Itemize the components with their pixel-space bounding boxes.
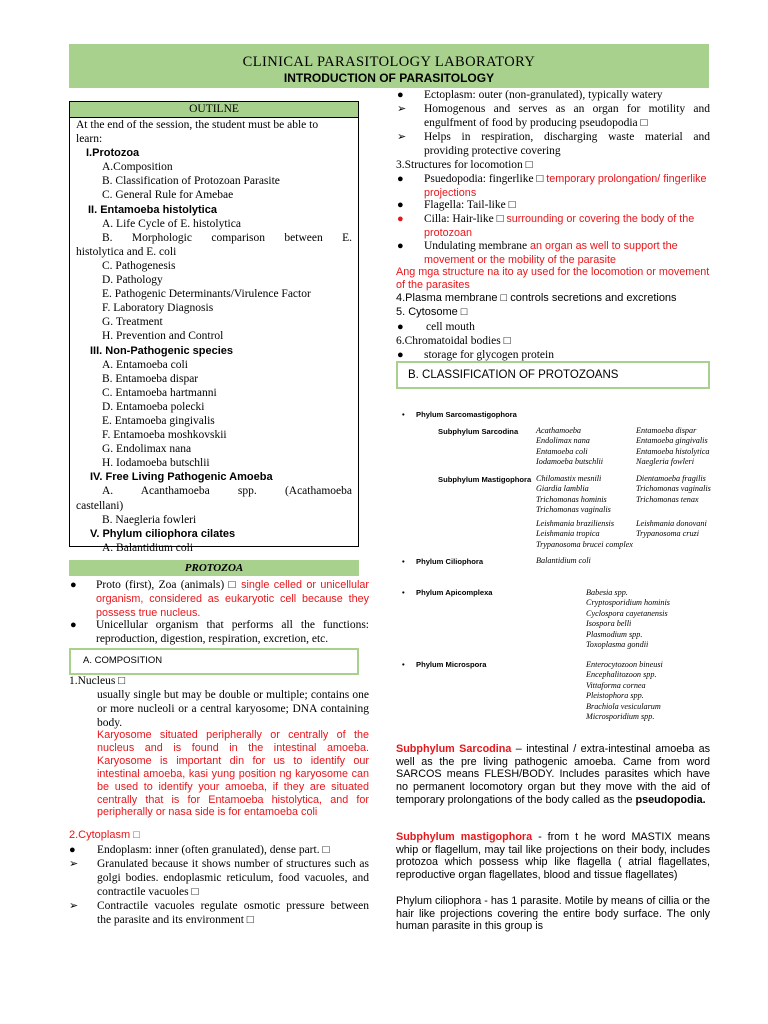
- species-name: Entamoeba coli: [536, 446, 588, 456]
- outline-item: B. Morphologic comparison between E.: [102, 231, 352, 244]
- flagella-item: ● Flagella: Tail-like □: [397, 199, 516, 211]
- cell-mouth-item: ● cell mouth: [397, 321, 475, 333]
- arrow-bullet-icon: ➢: [69, 858, 79, 870]
- species-name: Leishmania braziliensis: [536, 519, 615, 528]
- apicomplexa-list: [586, 588, 670, 650]
- bullet-icon: ●: [397, 89, 404, 101]
- outline-item: H. Prevention and Control: [102, 330, 224, 343]
- species-name: Endolimax nana: [536, 436, 590, 446]
- outline-item: E. Entamoeba gingivalis: [102, 414, 215, 427]
- locomotion-heading: 3.Structures for locomotion □: [396, 159, 533, 171]
- outline-item: A. Entamoeba coli: [102, 358, 188, 371]
- species-name: Vittaforma cornea: [586, 680, 646, 690]
- karyosome-note: Karyosome situated peripherally or centrally of the nucleus and is found in the intestinal amoeba. Karyosome is important din for us to identify our intestinal amoeba, kasi yung position ng karyosome can be used to identify your amoeba, if they are situated centrally that is for Entamoeba histolytica, and for peripherally or nasa side is for entamoeba coli: [97, 729, 369, 819]
- contractile-item: ➢ Contractile vacuoles regulate osmotic pressure between the parasite and its environment □: [69, 900, 369, 926]
- leishmania-col2: [636, 519, 707, 540]
- outline-item: F. Entamoeba moshkovskii: [102, 429, 227, 442]
- bullet-icon: ●: [397, 321, 404, 333]
- species-name: Balantidium coli: [536, 556, 591, 565]
- ciliophora-paragraph: Phylum ciliophora - has 1 parasite. Motile by means of cillia or the hair like projections covering the entire body surface. The only human parasite in this group is: [396, 895, 710, 933]
- cilla-item: ● Cilla: Hair-like □ surrounding or covering the body of the protozoan: [397, 213, 695, 239]
- outline-item: A. Life Cycle of E. histolytica: [102, 217, 241, 230]
- microspora-list: [586, 660, 663, 722]
- outline-item: G. Treatment: [102, 316, 163, 329]
- homogenous-item: ➢ Homogenous and serves as an organ for motility and engulfment of food by producing pseudopodia □: [397, 103, 710, 129]
- locomotion-note: Ang mga structure na ito ay used for the locomotion or movement of the parasites: [396, 266, 710, 291]
- outline-item: B. Entamoeba dispar: [102, 372, 199, 385]
- species-name: Plasmodium spp.: [586, 629, 643, 639]
- outline-item: F. Laboratory Diagnosis: [102, 302, 214, 315]
- sarcodina-paragraph: Subphylum Sarcodina – intestinal / extra-intestinal amoeba as well as the pre living pathogenic amoeba. Came from word SARCOS means FLESH/BODY. Includes parasites which have no permanent locomotory organ but they move with the aid of temporary prolongations of the body called as the pseudopodia.: [396, 743, 711, 806]
- cytoplasm-heading: 2.Cytoplasm □: [69, 829, 140, 841]
- outline-item: D. Pathology: [102, 274, 163, 287]
- bullet-icon: ●: [397, 349, 404, 361]
- cytosome-heading: 5. Cytosome □: [396, 306, 468, 318]
- arrow-bullet-icon: ➢: [69, 900, 79, 912]
- protozoa-bullet-2: ● Unicellular organism that performs all the functions: reproduction, digestion, respiration, excretion, etc.: [70, 619, 369, 645]
- document-subtitle: INTRODUCTION OF PARASITOLOGY: [283, 71, 495, 85]
- species-name: Trichomonas tenax: [636, 494, 699, 504]
- species-name: Chilomastix mesnili: [536, 474, 602, 483]
- outline-item: H. Iodamoeba butschlii: [102, 457, 210, 470]
- species-name: Isospora belli: [586, 619, 632, 629]
- outline-box: [69, 101, 359, 554]
- bullet-icon: ●: [397, 173, 404, 185]
- outline-item: C. Entamoeba hartmanni: [102, 386, 217, 399]
- outline-item: D. Entamoeba polecki: [102, 400, 205, 413]
- nucleus-heading: 1.Nucleus □: [69, 675, 126, 687]
- arrow-bullet-icon: ➢: [397, 103, 407, 115]
- ciliophora-list: [536, 556, 591, 566]
- bullet-icon: ●: [70, 619, 77, 631]
- outline-title: OUTILNE: [70, 102, 358, 118]
- bullet-icon: ●: [397, 213, 404, 225]
- outline-item: castellani): [76, 499, 124, 512]
- figure-bullet-icon: •: [402, 410, 405, 419]
- species-name: Trichomonas hominis: [536, 494, 607, 504]
- species-name: Cyclospora cayetanensis: [586, 608, 668, 618]
- outline-body: [76, 118, 352, 555]
- species-name: Cryptosporidium hominis: [586, 598, 670, 608]
- document-title: CLINICAL PARASITOLOGY LABORATORY: [242, 54, 536, 70]
- outline-item: B. Naegleria fowleri: [102, 513, 197, 526]
- outline-item: G. Endolimax nana: [102, 443, 192, 456]
- outline-section-histolytica: II. Entamoeba histolytica: [88, 203, 217, 216]
- species-name: Leishmania donovani: [636, 519, 707, 528]
- subphylum-mastigophora: Subphylum Mastigophora: [438, 475, 532, 484]
- species-name: Naegleria fowleri: [636, 457, 694, 467]
- chromatoidal-heading: 6.Chromatoidal bodies □: [396, 335, 511, 347]
- outline-item: C. General Rule for Amebae: [102, 189, 234, 202]
- document-header: [69, 44, 709, 88]
- outline-intro-line-2: learn:: [76, 133, 103, 146]
- outline-section-nonpathogenic: III. Non-Pathogenic species: [90, 344, 234, 357]
- plasma-membrane-line: 4.Plasma membrane □ controls secretions and excretions: [396, 292, 677, 304]
- species-name: Entamoeba histolytica: [636, 446, 710, 456]
- pseudopodia-item: ● Psuedopodia: fingerlike □ temporary prolongation/ fingerlike projections: [397, 173, 707, 199]
- species-name: Trichomonas vaginalis: [636, 484, 711, 494]
- bullet-icon: ●: [69, 844, 76, 856]
- outline-item: E. Pathogenic Determinants/Virulence Factor: [102, 288, 311, 301]
- species-name: Leishmania tropica: [536, 529, 600, 539]
- mastigophora-paragraph: Subphylum mastigophora - from t he word MASTIX means whip or flagellum, may tail like projections on their body, includes protozoa which possess whip like flagella ( atrial flagellates, reproductive organ flagellates, blood and tissue flagellates): [396, 831, 710, 882]
- classification-figure: [396, 404, 711, 724]
- subphylum-sarcodina: Subphylum Sarcodina: [438, 427, 519, 436]
- species-name: Acathamoeba: [536, 426, 582, 435]
- species-name: Pleistophora spp.: [586, 691, 644, 701]
- phylum-microspora: Phylum Microspora: [416, 660, 487, 669]
- sarcodina-col1: [536, 426, 603, 468]
- outline-item: C. Pathogenesis: [102, 259, 176, 272]
- protozoa-bullet-1: ● Proto (first), Zoa (animals) □ single celled or unicellular organism, considered as eukaryotic cell because they possess true nucleus.: [70, 579, 370, 619]
- granulated-item: ➢ Granulated because it shows number of structures such as golgi bodies. endoplasmic reticulum, food vacuoles, and contractile vacuoles □: [69, 858, 369, 898]
- arrow-bullet-icon: ➢: [397, 131, 407, 143]
- protozoa-heading: PROTOZOA: [69, 560, 359, 576]
- outline-intro-line-1: At the end of the session, the student must be able to: [76, 119, 319, 131]
- outline-section-ciliophora: V. Phylum ciliophora cilates: [90, 527, 236, 540]
- sarcodina-col2: [636, 426, 709, 468]
- species-name: Trypanosoma cruzi: [636, 529, 700, 539]
- undulating-item: ● Undulating membrane an organ as well to support the movement or the mobility of the parasite: [397, 240, 678, 266]
- species-name: Trichomonas vaginalis: [536, 505, 611, 515]
- ectoplasm-item: ● Ectoplasm: outer (non-granulated), typically watery: [397, 89, 663, 101]
- phylum-ciliophora: Phylum Ciliophora: [416, 557, 484, 566]
- species-name: Dientamoeba fragilis: [636, 474, 706, 483]
- outline-item: histolytica and E. coli: [76, 245, 177, 258]
- species-name: Brachiola vesicularum: [586, 701, 661, 711]
- helps-item: ➢ Helps in respiration, discharging waste material and providing protective covering: [397, 131, 710, 157]
- mastigophora-col2: [636, 474, 711, 505]
- endoplasm-item: ● Endoplasm: inner (often granulated), dense part. □: [69, 844, 330, 856]
- figure-bullet-icon: •: [402, 557, 405, 566]
- phylum-apicomplexa: Phylum Apicomplexa: [416, 588, 493, 597]
- species-name: Trypanosoma brucei complex: [536, 539, 633, 549]
- figure-bullet-icon: •: [402, 588, 405, 597]
- outline-item: A. Balantidium coli: [102, 541, 194, 554]
- bullet-icon: ●: [397, 240, 404, 252]
- composition-heading: A. COMPOSITION: [69, 648, 359, 675]
- species-name: Entamoeba dispar: [636, 426, 697, 435]
- storage-item: ● storage for glycogen protein: [397, 349, 554, 361]
- species-name: Enterocytozoon bineusi: [586, 660, 663, 669]
- species-name: Iodamoeba butschlii: [536, 457, 604, 467]
- species-name: Encephalitozoon spp.: [586, 670, 657, 680]
- outline-section-protozoa: I.Protozoa: [86, 147, 140, 160]
- bullet-icon: ●: [397, 199, 404, 211]
- leishmania-col1: [536, 519, 633, 550]
- outline-item: B. Classification of Protozoan Parasite: [102, 175, 280, 188]
- figure-bullet-icon: •: [402, 660, 405, 669]
- phylum-sarcomastigophora: Phylum Sarcomastigophora: [416, 410, 517, 419]
- species-name: Babesia spp.: [586, 588, 628, 597]
- outline-section-free-living: IV. Free Living Pathogenic Amoeba: [90, 471, 273, 484]
- nucleus-description: usually single but may be double or multiple; contains one or more nucleoli or a central karyosome; DNA containing body.: [97, 689, 369, 729]
- outline-item: A. Acanthamoeba spp. (Acathamoeba: [102, 485, 352, 498]
- classification-heading: B. CLASSIFICATION OF PROTOZOANS: [396, 361, 710, 389]
- species-name: Microsporidium spp.: [586, 712, 655, 722]
- mastigophora-col1: [536, 474, 611, 516]
- species-name: Entamoeba gingivalis: [636, 436, 708, 446]
- species-name: Giardia lamblia: [536, 484, 589, 494]
- species-name: Toxoplasma gondii: [586, 640, 649, 650]
- bullet-icon: ●: [70, 579, 77, 591]
- outline-item: A.Composition: [102, 161, 173, 174]
